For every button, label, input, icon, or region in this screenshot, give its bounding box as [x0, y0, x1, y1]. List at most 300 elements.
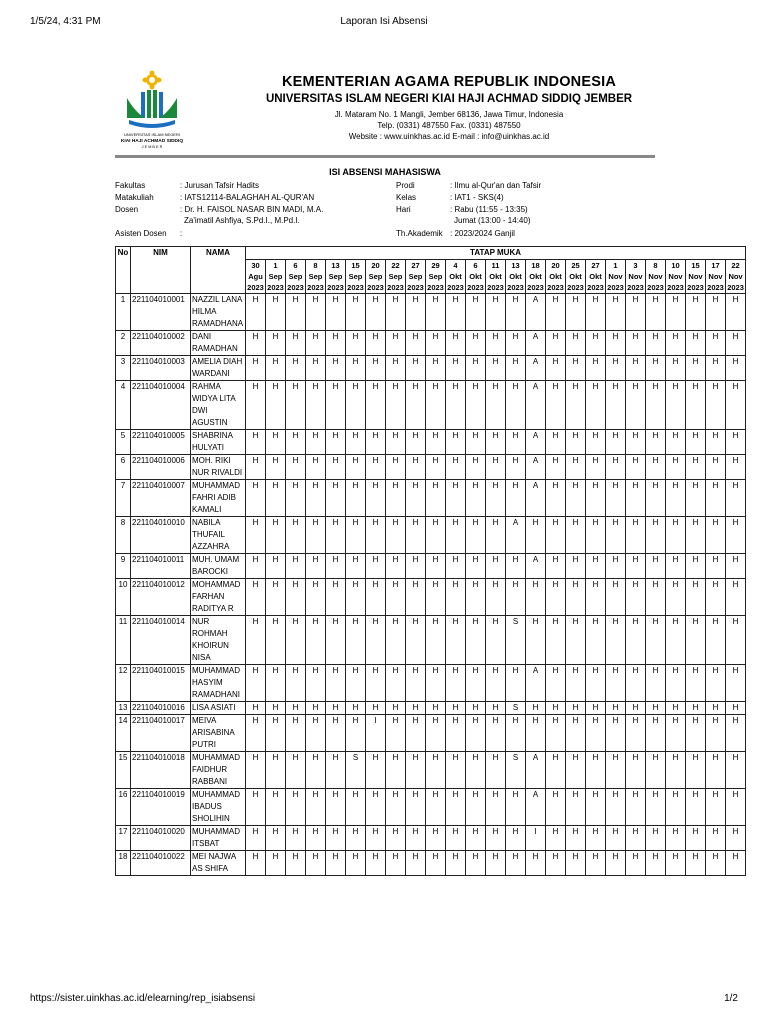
attendance-mark: H: [246, 616, 266, 665]
attendance-mark: H: [586, 789, 606, 826]
attendance-mark: H: [446, 789, 466, 826]
attendance-mark: H: [666, 480, 686, 517]
attendance-mark: H: [326, 851, 346, 876]
attendance-mark: H: [306, 851, 326, 876]
attendance-mark: H: [506, 356, 526, 381]
attendance-mark: H: [726, 517, 746, 554]
attendance-mark: H: [406, 455, 426, 480]
attendance-mark: H: [346, 356, 366, 381]
attendance-mark: H: [706, 554, 726, 579]
attendance-mark: H: [626, 752, 646, 789]
date-header: [326, 260, 346, 294]
row-no: 4: [116, 381, 131, 430]
attendance-mark: H: [386, 294, 406, 331]
attendance-mark: H: [326, 752, 346, 789]
attendance-mark: H: [546, 480, 566, 517]
row-nim: 221104010011: [131, 554, 191, 579]
attendance-mark: H: [406, 356, 426, 381]
attendance-mark: H: [506, 851, 526, 876]
attendance-mark: H: [606, 294, 626, 331]
date-part: 2023: [587, 283, 604, 292]
attendance-mark: H: [586, 752, 606, 789]
attendance-mark: H: [406, 665, 426, 702]
attendance-mark: H: [586, 455, 606, 480]
attendance-mark: H: [546, 851, 566, 876]
attendance-mark: H: [366, 480, 386, 517]
ministry-title: KEMENTERIAN AGAMA REPUBLIK INDONESIA: [282, 74, 616, 90]
attendance-mark: H: [386, 789, 406, 826]
attendance-mark: H: [486, 715, 506, 752]
attendance-mark: H: [386, 752, 406, 789]
attendance-mark: H: [686, 455, 706, 480]
attendance-mark: H: [506, 715, 526, 752]
date-header: [466, 260, 486, 294]
date-header: [706, 260, 726, 294]
attendance-mark: H: [626, 554, 646, 579]
attendance-mark: H: [626, 851, 646, 876]
date-part: 1: [613, 261, 618, 270]
attendance-mark: H: [366, 381, 386, 430]
attendance-mark: H: [266, 715, 286, 752]
attendance-mark: H: [726, 789, 746, 826]
attendance-mark: H: [426, 517, 446, 554]
attendance-mark: H: [686, 294, 706, 331]
attendance-mark: H: [586, 331, 606, 356]
attendance-mark: H: [426, 356, 446, 381]
attendance-mark: H: [326, 554, 346, 579]
attendance-mark: H: [606, 331, 626, 356]
date-part: Okt: [569, 272, 582, 281]
attendance-mark: H: [566, 616, 586, 665]
row-nama: MUH. UMAM BAROCKI: [191, 554, 246, 579]
row-nama: MOHAMMAD FARHAN RADITYA R: [191, 579, 246, 616]
attendance-mark: H: [446, 554, 466, 579]
attendance-mark: H: [326, 294, 346, 331]
row-nim: 221104010012: [131, 579, 191, 616]
date-part: Okt: [449, 272, 462, 281]
asisten-value: :: [180, 229, 183, 238]
dosen-value-2: Za'imatil Ashfiya, S.Pd.I., M.Pd.I.: [184, 216, 300, 225]
course-info-right: [396, 180, 646, 246]
attendance-mark: H: [646, 480, 666, 517]
row-nama: MUHAMMAD FAHRI ADIB KAMALI: [191, 480, 246, 517]
attendance-mark: H: [726, 294, 746, 331]
attendance-mark: H: [326, 356, 346, 381]
attendance-mark: H: [486, 455, 506, 480]
attendance-mark: H: [286, 616, 306, 665]
attendance-mark: H: [706, 294, 726, 331]
attendance-mark: H: [626, 616, 646, 665]
attendance-mark: H: [626, 294, 646, 331]
attendance-mark: H: [706, 381, 726, 430]
row-no: 7: [116, 480, 131, 517]
attendance-mark: H: [426, 851, 446, 876]
attendance-mark: H: [626, 517, 646, 554]
attendance-mark: H: [486, 517, 506, 554]
row-nama: NAZZIL LANA HILMA RAMADHANA: [191, 294, 246, 331]
attendance-mark: H: [306, 665, 326, 702]
table-row: [116, 455, 746, 480]
attendance-mark: H: [286, 826, 306, 851]
row-nim: 221104010001: [131, 294, 191, 331]
attendance-mark: H: [686, 381, 706, 430]
date-part: 27: [411, 261, 420, 270]
attendance-mark: H: [586, 579, 606, 616]
attendance-mark: H: [706, 702, 726, 715]
attendance-mark: H: [646, 430, 666, 455]
attendance-mark: H: [626, 455, 646, 480]
attendance-mark: H: [706, 331, 726, 356]
attendance-mark: H: [326, 616, 346, 665]
attendance-mark: H: [426, 789, 446, 826]
attendance-mark: H: [706, 851, 726, 876]
table-row: [116, 356, 746, 381]
table-row: [116, 381, 746, 430]
attendance-mark: H: [326, 665, 346, 702]
attendance-mark: A: [526, 430, 546, 455]
date-part: 11: [491, 261, 500, 270]
attendance-mark: H: [506, 554, 526, 579]
attendance-mark: H: [606, 455, 626, 480]
attendance-mark: H: [406, 381, 426, 430]
attendance-mark: H: [626, 430, 646, 455]
attendance-mark: H: [306, 430, 326, 455]
date-part: 2023: [727, 283, 744, 292]
attendance-mark: H: [426, 381, 446, 430]
table-row: [116, 752, 746, 789]
attendance-mark: H: [726, 480, 746, 517]
attendance-mark: H: [706, 616, 726, 665]
date-part: 4: [453, 261, 458, 270]
attendance-mark: S: [506, 616, 526, 665]
attendance-mark: H: [546, 294, 566, 331]
attendance-mark: H: [286, 517, 306, 554]
table-row: [116, 430, 746, 455]
attendance-mark: H: [246, 480, 266, 517]
attendance-mark: H: [386, 356, 406, 381]
attendance-mark: H: [426, 715, 446, 752]
attendance-mark: H: [566, 455, 586, 480]
attendance-mark: H: [306, 331, 326, 356]
attendance-mark: H: [706, 517, 726, 554]
date-header: [306, 260, 326, 294]
row-nama: RAHMA WIDYA LITA DWI AGUSTIN: [191, 381, 246, 430]
attendance-mark: H: [566, 356, 586, 381]
date-part: Okt: [469, 272, 482, 281]
date-part: 2023: [647, 283, 664, 292]
document-title: ISI ABSENSI MAHASISWA: [329, 167, 441, 177]
attendance-mark: H: [566, 665, 586, 702]
attendance-mark: H: [286, 579, 306, 616]
col-no-header: No: [116, 247, 131, 294]
attendance-mark: H: [406, 331, 426, 356]
attendance-mark: H: [666, 579, 686, 616]
attendance-mark: H: [286, 665, 306, 702]
attendance-mark: H: [706, 455, 726, 480]
row-nim: 221104010005: [131, 430, 191, 455]
attendance-mark: H: [526, 851, 546, 876]
attendance-mark: H: [606, 517, 626, 554]
attendance-mark: H: [666, 356, 686, 381]
attendance-mark: H: [646, 331, 666, 356]
attendance-mark: H: [546, 616, 566, 665]
attendance-mark: H: [706, 356, 726, 381]
attendance-mark: H: [366, 356, 386, 381]
kelas-value: : IAT1 - SKS(4): [450, 193, 504, 202]
table-row: [116, 480, 746, 517]
attendance-mark: H: [706, 789, 726, 826]
date-part: Nov: [708, 272, 723, 281]
attendance-mark: H: [426, 616, 446, 665]
university-logo: [115, 70, 189, 154]
date-part: 30: [251, 261, 260, 270]
attendance-mark: H: [606, 616, 626, 665]
attendance-mark: H: [466, 517, 486, 554]
print-url: https://sister.uinkhas.ac.id/elearning/rep_isiabsensi: [30, 993, 256, 1004]
date-part: 22: [391, 261, 400, 270]
attendance-mark: A: [526, 331, 546, 356]
row-nama: AMELIA DIAH WARDANI: [191, 356, 246, 381]
attendance-mark: H: [566, 579, 586, 616]
row-no: 10: [116, 579, 131, 616]
row-nama: NUR ROHMAH KHOIRUN NISA: [191, 616, 246, 665]
row-nim: 221104010018: [131, 752, 191, 789]
attendance-mark: H: [466, 715, 486, 752]
attendance-mark: H: [486, 826, 506, 851]
attendance-mark: H: [306, 579, 326, 616]
date-part: 1: [273, 261, 278, 270]
fakultas-label: Fakultas: [115, 181, 146, 190]
date-part: 2023: [687, 283, 704, 292]
date-part: 2023: [487, 283, 504, 292]
attendance-mark: H: [666, 665, 686, 702]
attendance-mark: H: [246, 715, 266, 752]
attendance-mark: H: [426, 331, 446, 356]
attendance-mark: H: [346, 616, 366, 665]
attendance-mark: H: [446, 715, 466, 752]
kelas-label: Kelas: [396, 193, 417, 202]
attendance-mark: H: [726, 331, 746, 356]
table-row: [116, 616, 746, 665]
attendance-mark: H: [406, 789, 426, 826]
date-part: 6: [473, 261, 478, 270]
date-part: 2023: [547, 283, 564, 292]
attendance-mark: H: [606, 851, 626, 876]
attendance-mark: A: [526, 480, 546, 517]
attendance-mark: H: [486, 616, 506, 665]
attendance-mark: A: [526, 665, 546, 702]
print-page-title: Laporan Isi Absensi: [340, 16, 428, 27]
hari-value-1: : Rabu (11:55 - 13:35): [450, 205, 528, 214]
attendance-mark: H: [346, 702, 366, 715]
attendance-mark: H: [286, 356, 306, 381]
attendance-mark: H: [446, 480, 466, 517]
attendance-mark: H: [706, 715, 726, 752]
attendance-mark: H: [666, 381, 686, 430]
attendance-mark: H: [566, 826, 586, 851]
date-part: Sep: [268, 272, 283, 281]
attendance-mark: H: [306, 356, 326, 381]
attendance-mark: H: [246, 826, 266, 851]
attendance-mark: H: [266, 789, 286, 826]
attendance-mark: H: [506, 789, 526, 826]
attendance-mark: H: [526, 517, 546, 554]
date-part: Nov: [628, 272, 643, 281]
table-row: [116, 554, 746, 579]
date-part: 2023: [347, 283, 364, 292]
attendance-mark: H: [646, 665, 666, 702]
attendance-mark: H: [686, 752, 706, 789]
attendance-mark: H: [266, 851, 286, 876]
col-nama-header: NAMA: [191, 247, 246, 294]
attendance-mark: H: [426, 430, 446, 455]
row-no: 12: [116, 665, 131, 702]
attendance-mark: H: [486, 331, 506, 356]
attendance-mark: H: [306, 616, 326, 665]
attendance-mark: H: [526, 702, 546, 715]
date-part: Okt: [529, 272, 542, 281]
attendance-mark: H: [546, 579, 566, 616]
attendance-mark: S: [506, 702, 526, 715]
row-nim: 221104010007: [131, 480, 191, 517]
attendance-mark: H: [666, 331, 686, 356]
attendance-mark: H: [386, 381, 406, 430]
attendance-mark: H: [486, 752, 506, 789]
attendance-mark: H: [366, 616, 386, 665]
attendance-mark: H: [546, 430, 566, 455]
attendance-mark: H: [586, 430, 606, 455]
attendance-mark: H: [686, 616, 706, 665]
attendance-mark: H: [246, 294, 266, 331]
attendance-mark: H: [466, 294, 486, 331]
attendance-mark: H: [406, 851, 426, 876]
attendance-mark: H: [326, 331, 346, 356]
date-part: Sep: [408, 272, 423, 281]
row-nim: 221104010022: [131, 851, 191, 876]
date-part: 2023: [407, 283, 424, 292]
date-part: Okt: [509, 272, 522, 281]
table-row: [116, 665, 746, 702]
row-no: 8: [116, 517, 131, 554]
attendance-mark: H: [686, 826, 706, 851]
attendance-mark: H: [486, 579, 506, 616]
attendance-mark: H: [586, 294, 606, 331]
attendance-mark: H: [426, 665, 446, 702]
attendance-mark: H: [626, 702, 646, 715]
attendance-mark: H: [326, 702, 346, 715]
row-nim: 221104010006: [131, 455, 191, 480]
attendance-mark: H: [446, 851, 466, 876]
attendance-mark: H: [606, 356, 626, 381]
attendance-mark: H: [606, 381, 626, 430]
attendance-mark: H: [726, 455, 746, 480]
date-part: 22: [731, 261, 740, 270]
row-no: 9: [116, 554, 131, 579]
attendance-mark: H: [406, 294, 426, 331]
attendance-mark: H: [266, 517, 286, 554]
attendance-mark: H: [346, 789, 366, 826]
header-divider: [115, 155, 655, 158]
attendance-mark: H: [406, 517, 426, 554]
attendance-mark: H: [586, 715, 606, 752]
date-part: 10: [671, 261, 680, 270]
attendance-mark: H: [606, 826, 626, 851]
table-row: [116, 579, 746, 616]
date-header: [346, 260, 366, 294]
attendance-mark: H: [386, 517, 406, 554]
row-nama: MUHAMMAD HASYIM RAMADHANI: [191, 665, 246, 702]
date-part: 25: [571, 261, 580, 270]
print-footer: [30, 993, 738, 1004]
date-part: 8: [653, 261, 658, 270]
attendance-mark: H: [466, 851, 486, 876]
attendance-mark: H: [446, 702, 466, 715]
date-part: 13: [331, 261, 340, 270]
attendance-mark: H: [266, 331, 286, 356]
attendance-mark: H: [346, 665, 366, 702]
date-header: [546, 260, 566, 294]
attendance-mark: H: [286, 381, 306, 430]
attendance-mark: H: [666, 616, 686, 665]
attendance-mark: H: [686, 665, 706, 702]
date-part: 27: [591, 261, 600, 270]
date-part: 29: [431, 261, 440, 270]
attendance-mark: H: [546, 715, 566, 752]
attendance-mark: H: [366, 554, 386, 579]
attendance-mark: H: [366, 294, 386, 331]
attendance-mark: H: [326, 789, 346, 826]
date-part: 2023: [627, 283, 644, 292]
attendance-mark: S: [506, 752, 526, 789]
date-part: 8: [313, 261, 318, 270]
attendance-mark: H: [466, 826, 486, 851]
attendance-mark: H: [406, 826, 426, 851]
attendance-mark: H: [546, 331, 566, 356]
attendance-mark: H: [346, 579, 366, 616]
row-no: 6: [116, 455, 131, 480]
table-row: [116, 294, 746, 331]
table-row: [116, 851, 746, 876]
date-header: [586, 260, 606, 294]
attendance-mark: H: [586, 702, 606, 715]
attendance-mark: H: [646, 851, 666, 876]
date-part: 2023: [507, 283, 524, 292]
thakademik-label: Th.Akademik: [396, 229, 443, 238]
date-part: Okt: [489, 272, 502, 281]
attendance-mark: H: [346, 455, 366, 480]
attendance-mark: H: [566, 517, 586, 554]
attendance-mark: H: [666, 752, 686, 789]
attendance-mark: H: [626, 715, 646, 752]
attendance-mark: H: [326, 455, 346, 480]
attendance-mark: H: [566, 430, 586, 455]
logo-caption-2: KIAI HAJI ACHMAD SIDDIQ: [120, 139, 184, 144]
attendance-mark: H: [686, 331, 706, 356]
attendance-mark: H: [646, 702, 666, 715]
date-part: Sep: [288, 272, 303, 281]
row-nim: 221104010003: [131, 356, 191, 381]
attendance-mark: H: [666, 851, 686, 876]
attendance-mark: H: [466, 789, 486, 826]
attendance-mark: H: [446, 455, 466, 480]
attendance-mark: H: [446, 381, 466, 430]
attendance-mark: H: [246, 702, 266, 715]
row-nama: LISA ASIATI: [191, 702, 246, 715]
attendance-mark: H: [546, 356, 566, 381]
attendance-mark: H: [466, 356, 486, 381]
attendance-mark: H: [546, 517, 566, 554]
attendance-mark: H: [386, 430, 406, 455]
